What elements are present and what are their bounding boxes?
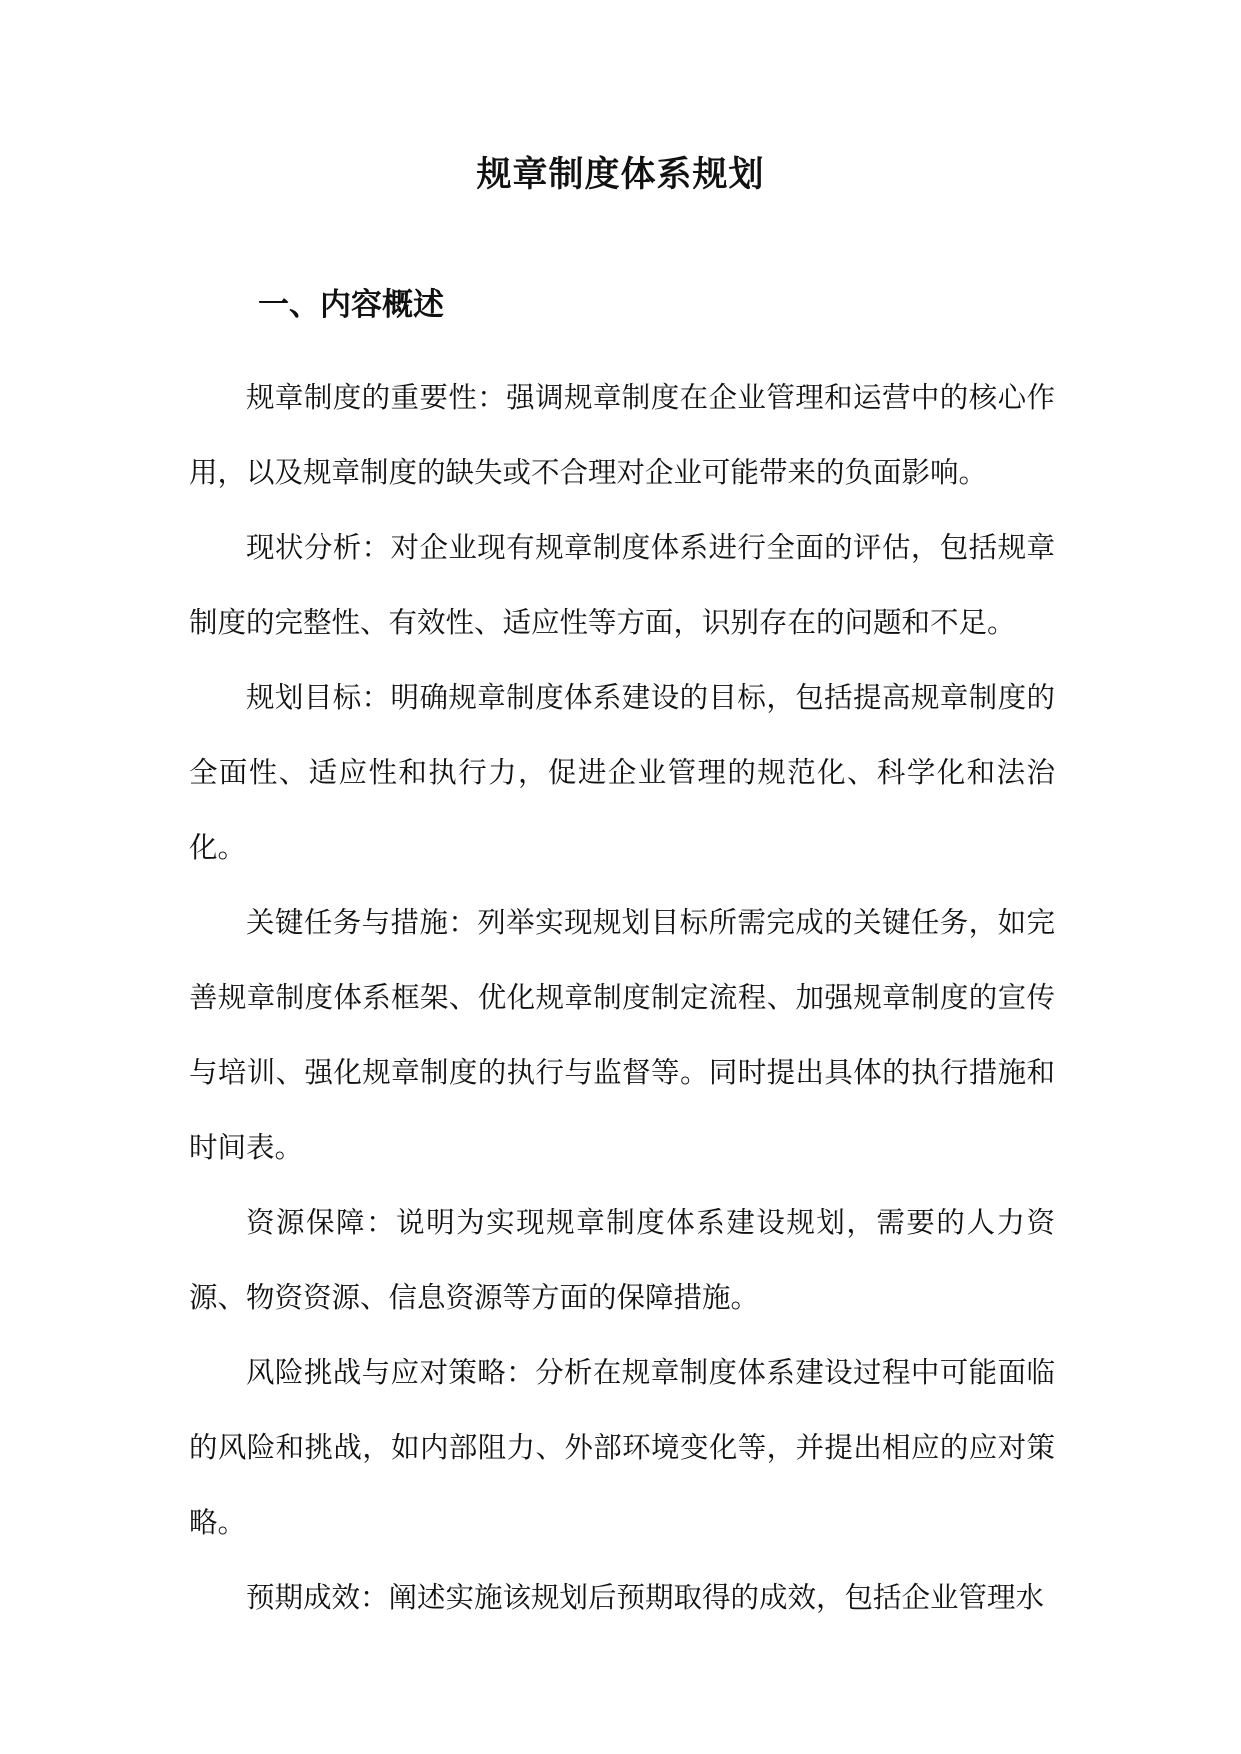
document-body	[189, 360, 1055, 1635]
paragraph-key-tasks: 关键任务与措施：列举实现规划目标所需完成的关键任务，如完善规章制度体系框架、优化规章制度制定流程、加强规章制度的宣传与培训、强化规章制度的执行与监督等。同时提出具体的执行措施和时间表。	[189, 906, 1055, 1164]
paragraph-expected-results: 预期成效：阐述实施该规划后预期取得的成效，包括企业管理水	[246, 1581, 1045, 1614]
paragraph-importance: 规章制度的重要性：强调规章制度在企业管理和运营中的核心作用，以及规章制度的缺失或不合理对企业可能带来的负面影响。	[189, 381, 1055, 489]
paragraph-resource-support: 资源保障：说明为实现规章制度体系建设规划，需要的人力资源、物资资源、信息资源等方面的保障措施。	[189, 1206, 1055, 1314]
paragraph-status-analysis: 现状分析：对企业现有规章制度体系进行全面的评估，包括规章制度的完整性、有效性、适应性等方面，识别存在的问题和不足。	[189, 531, 1055, 639]
paragraph-risk-strategy: 风险挑战与应对策略：分析在规章制度体系建设过程中可能面临的风险和挑战，如内部阻力、外部环境变化等，并提出相应的应对策略。	[189, 1356, 1055, 1539]
document-title: 规章制度体系规划	[476, 155, 765, 195]
section-heading: 一、内容概述	[258, 287, 444, 323]
paragraph-planning-goals: 规划目标：明确规章制度体系建设的目标，包括提高规章制度的全面性、适应性和执行力，促进企业管理的规范化、科学化和法治化。	[189, 681, 1055, 864]
